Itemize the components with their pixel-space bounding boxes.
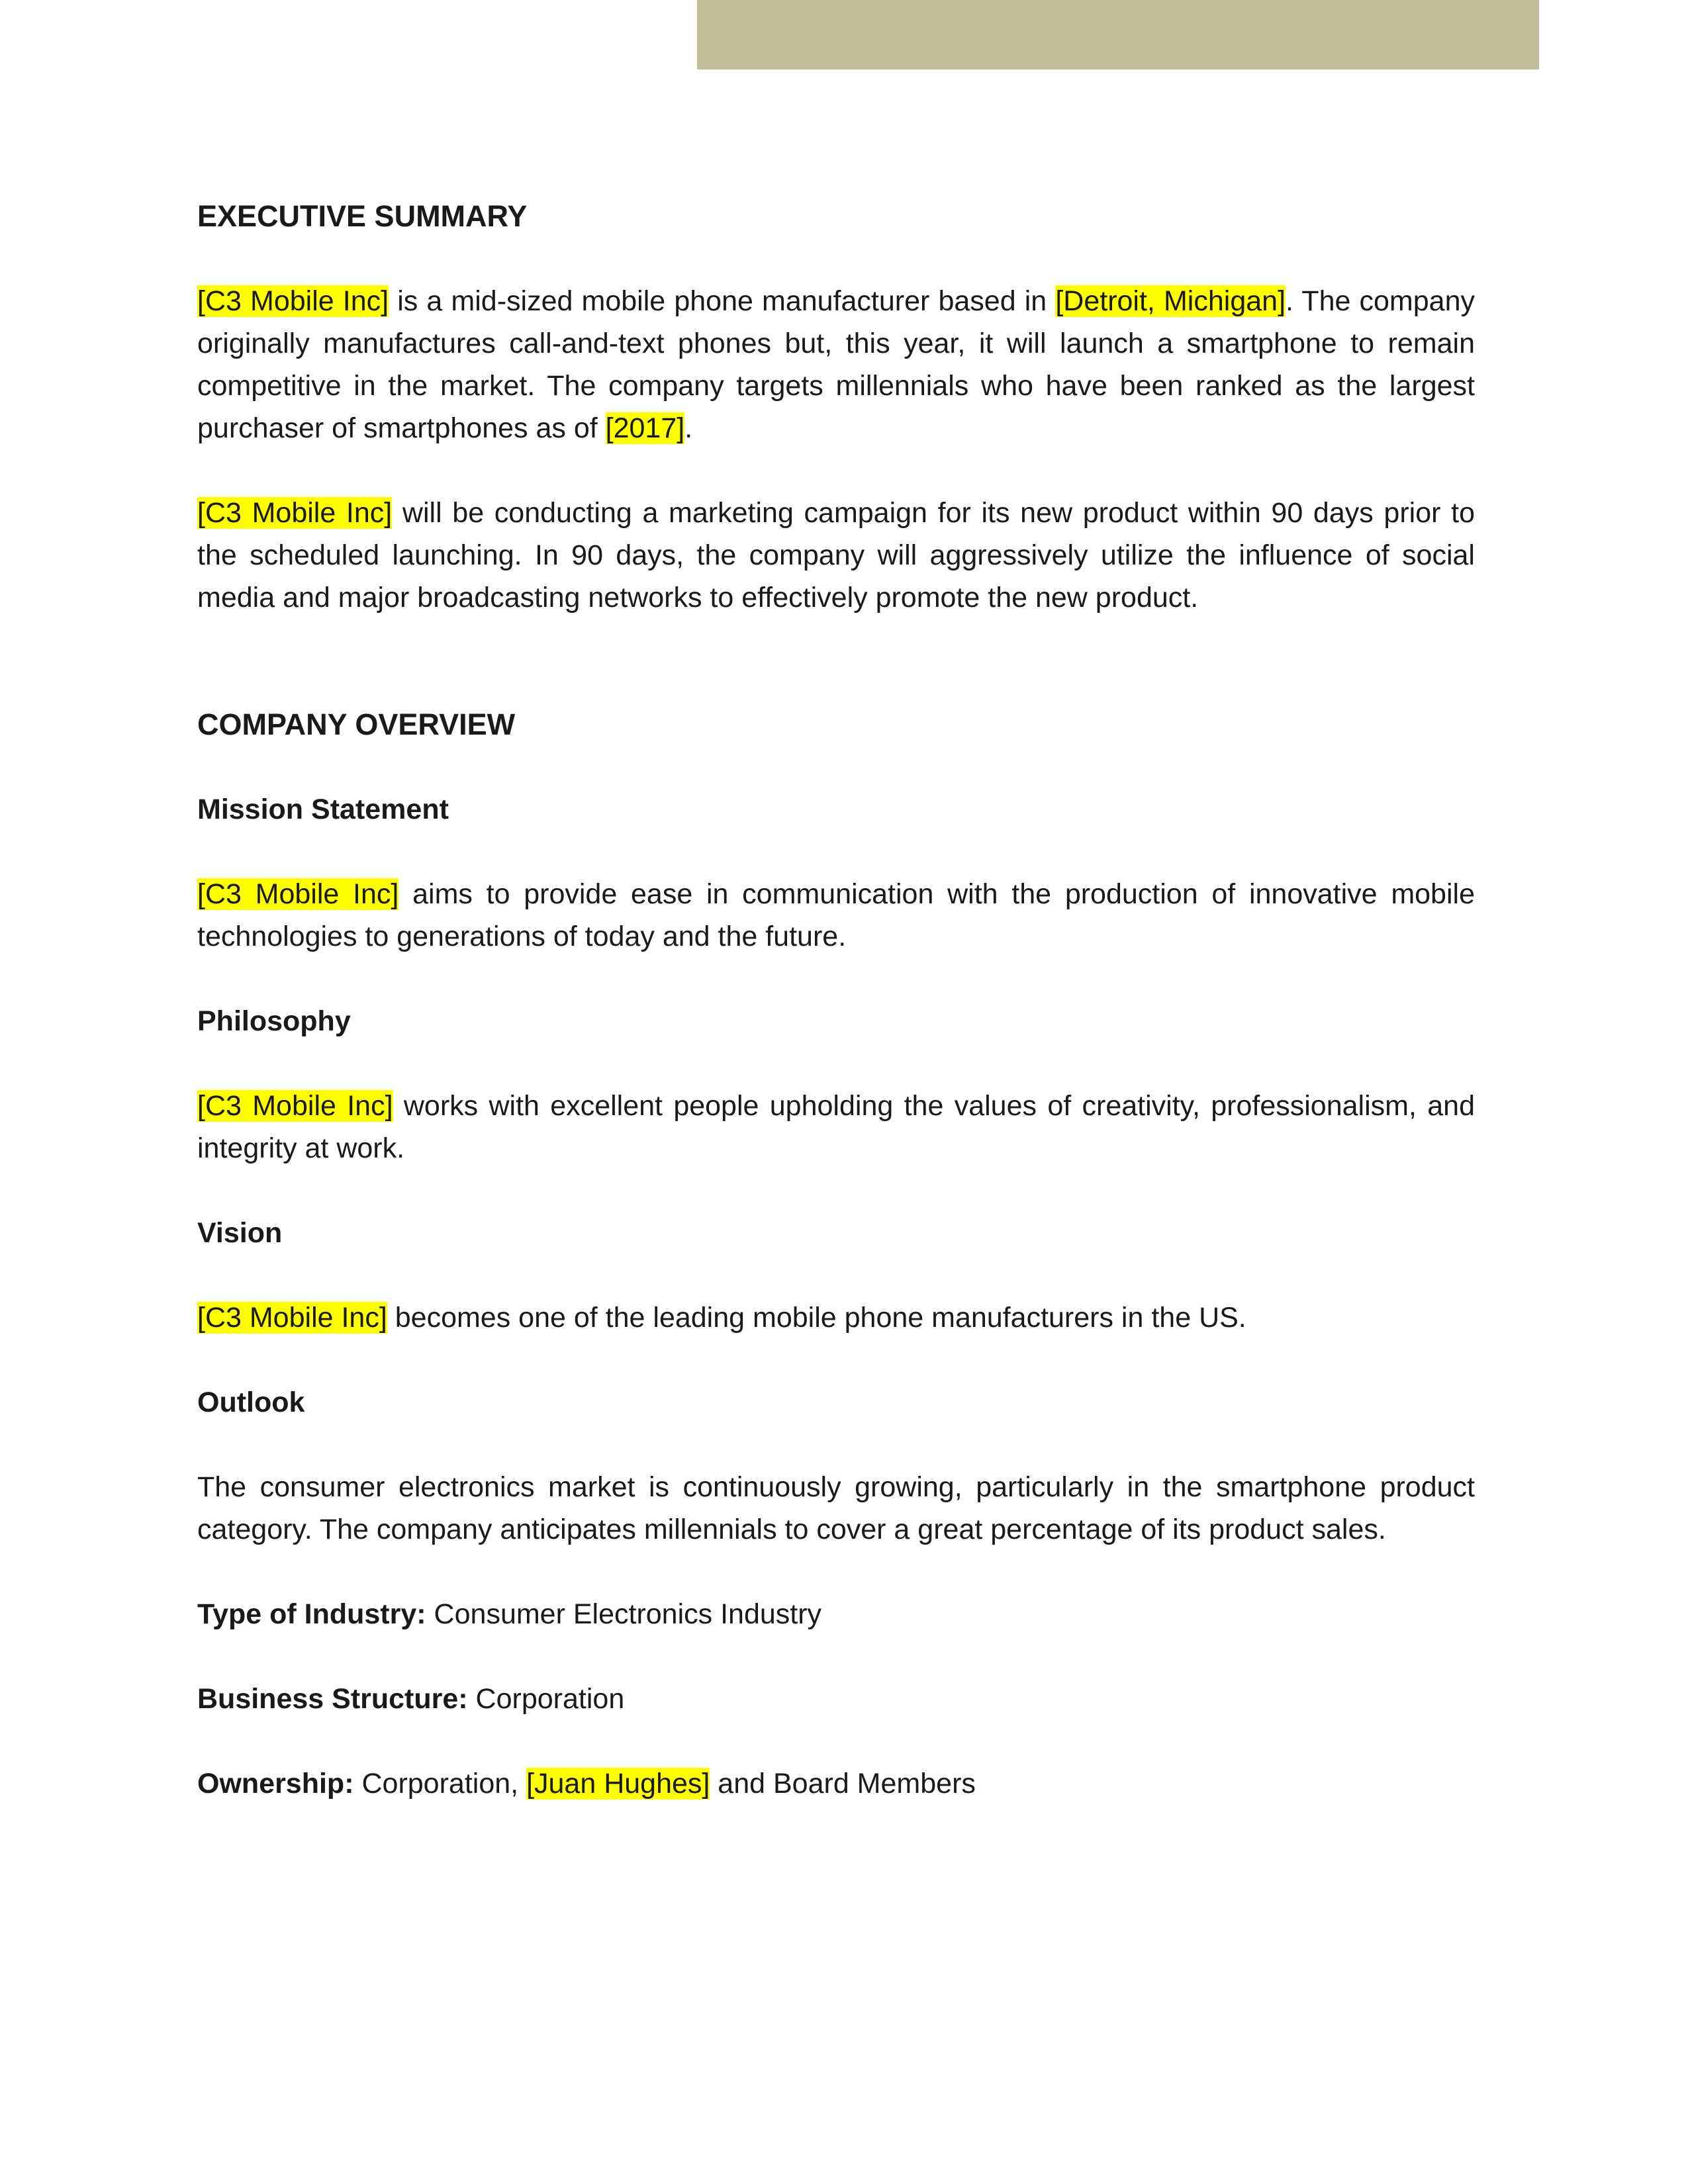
company-name-placeholder: [C3 Mobile Inc] [197, 1302, 387, 1334]
year-placeholder: [2017] [605, 412, 685, 444]
paragraph-text: aims to provide ease in communication with the production of innovative mobile technologies to generations of today and the future. [197, 878, 1475, 952]
mission-statement-heading: Mission Statement [197, 794, 449, 825]
company-name-placeholder: [C3 Mobile Inc] [197, 497, 393, 529]
executive-summary-paragraph-1 [197, 280, 1475, 449]
ownership-value: and Board Members [710, 1768, 976, 1799]
ownership-line [197, 1762, 1475, 1805]
industry-type-label: Type of Industry: [197, 1598, 426, 1630]
paragraph-text: becomes one of the leading mobile phone manufacturers in the US. [387, 1302, 1246, 1334]
company-name-placeholder: [C3 Mobile Inc] [197, 1090, 393, 1122]
philosophy-heading: Philosophy [197, 1005, 351, 1037]
industry-type-value: Consumer Electronics Industry [426, 1598, 822, 1630]
header-decorative-bar [697, 0, 1539, 69]
business-structure-label: Business Structure: [197, 1683, 468, 1715]
paragraph-text: . [684, 412, 693, 444]
vision-text [197, 1297, 1475, 1339]
mission-statement-text [197, 873, 1475, 958]
industry-type-line [197, 1593, 1475, 1635]
company-overview-heading: COMPANY OVERVIEW [197, 707, 516, 741]
business-structure-value: Corporation [467, 1683, 625, 1715]
vision-heading: Vision [197, 1217, 283, 1249]
company-name-placeholder: [C3 Mobile Inc] [197, 285, 389, 317]
paragraph-text: works with excellent people upholding the values of creativity, professionalism, and integrity at work. [197, 1090, 1475, 1164]
ownership-label: Ownership: [197, 1768, 354, 1799]
location-placeholder: [Detroit, Michigan] [1055, 285, 1286, 317]
executive-summary-paragraph-2 [197, 492, 1475, 619]
section-spacer [197, 661, 1475, 704]
philosophy-text [197, 1085, 1475, 1169]
outlook-heading: Outlook [197, 1387, 305, 1418]
owner-name-placeholder: [Juan Hughes] [526, 1768, 710, 1799]
paragraph-text: . The company originally manufactures call-and-text phones but, this year, it will launch a smartphone to remain competitive in the market. The company targets millennials who have been ranked as the largest purchaser of smartphones as of [197, 285, 1475, 444]
paragraph-text: will be conducting a marketing campaign for its new product within 90 days prior to the scheduled launching. In 90 days, the company will aggressively utilize the influence of social media and major broadcasting networks to effectively promote the new product. [197, 497, 1475, 614]
outlook-text: The consumer electronics market is continuously growing, particularly in the smartphone product category. The company anticipates millennials to cover a great percentage of its product sales. [197, 1471, 1475, 1545]
document-body [197, 195, 1475, 1847]
ownership-value: Corporation, [353, 1768, 527, 1799]
paragraph-text: is a mid-sized mobile phone manufacturer based in [389, 285, 1056, 317]
executive-summary-heading: EXECUTIVE SUMMARY [197, 199, 528, 233]
company-name-placeholder: [C3 Mobile Inc] [197, 878, 399, 910]
business-structure-line [197, 1678, 1475, 1720]
